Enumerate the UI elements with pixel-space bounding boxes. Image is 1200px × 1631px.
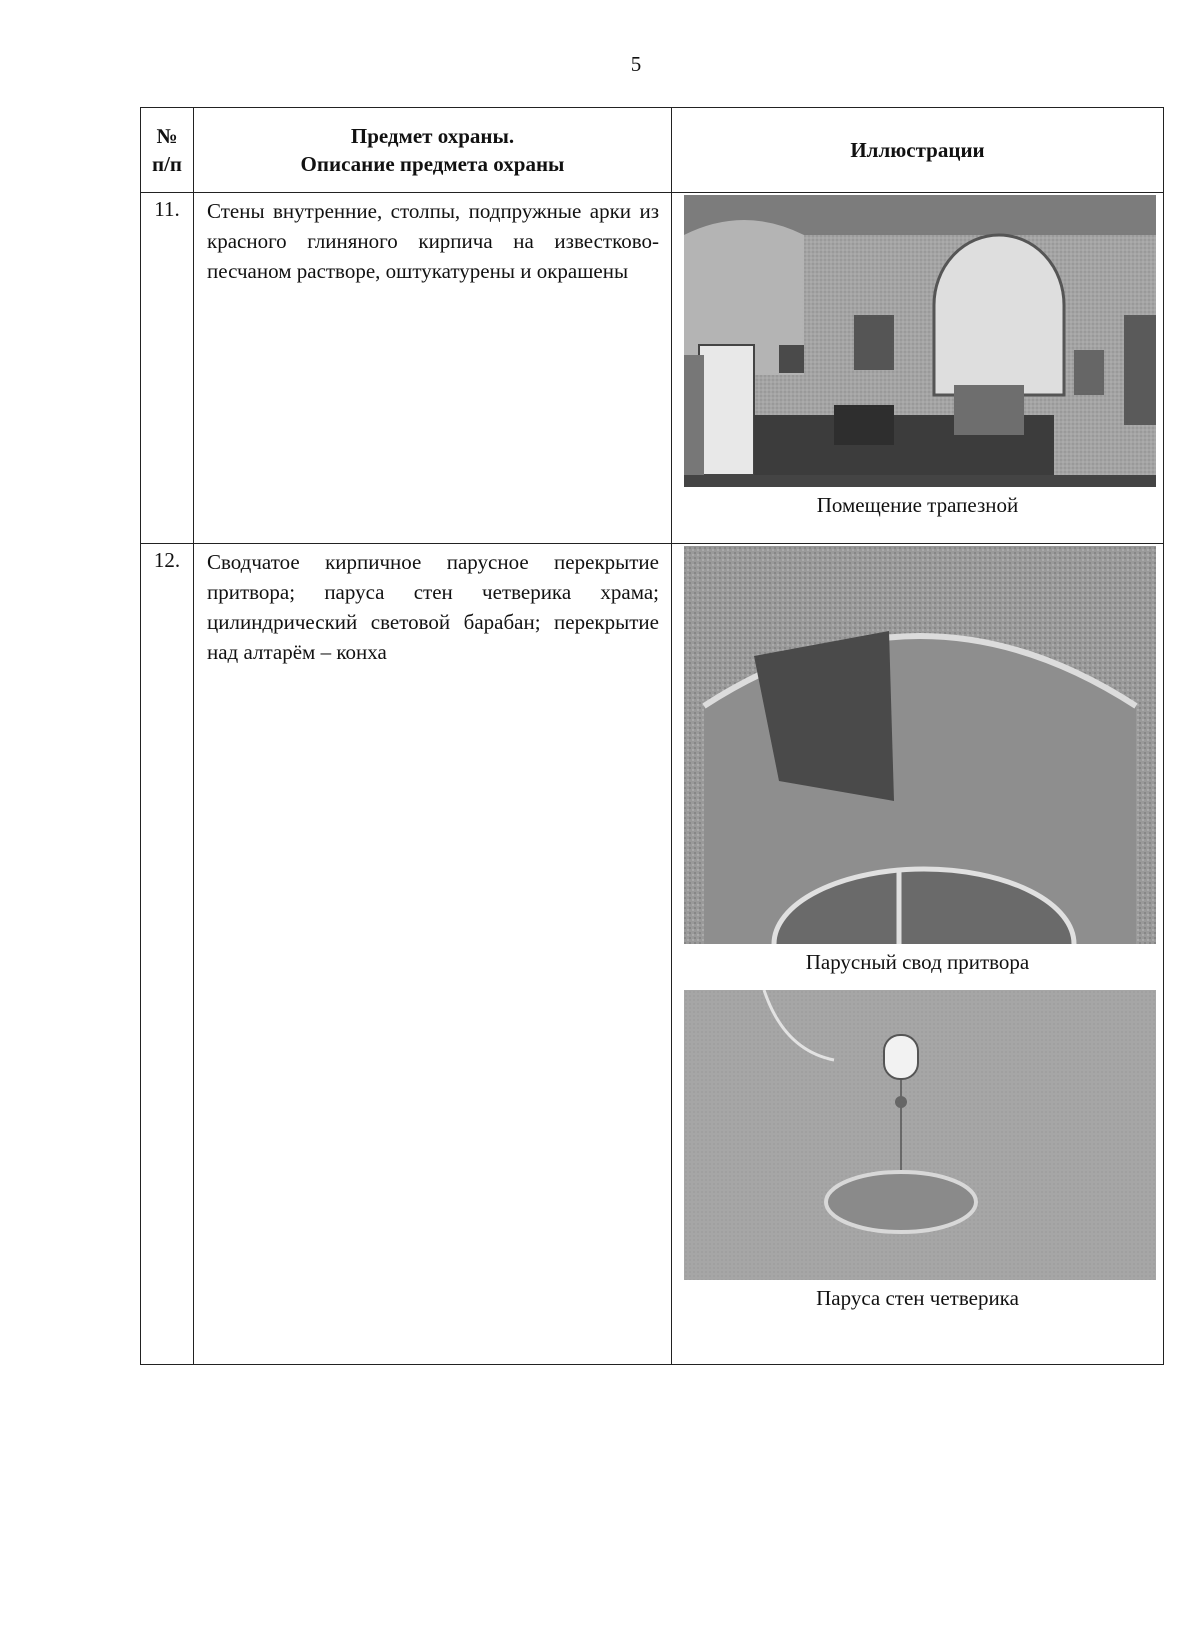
header-subject-line2: Описание предмета охраны bbox=[300, 152, 565, 176]
protection-table bbox=[140, 107, 1164, 1365]
row-description: Сводчатое кирпичное парусное перекрытие притвора; паруса стен четверика храма; цилиндрический световой барабан; перекрытие над алтарём – конха bbox=[194, 544, 672, 1365]
header-illustrations: Иллюстрации bbox=[672, 108, 1164, 193]
photo-caption: Парусный свод притвора bbox=[805, 950, 1030, 974]
row-number: 11. bbox=[141, 193, 194, 544]
row-number: 12. bbox=[141, 544, 194, 1365]
refectory-photo bbox=[684, 195, 1156, 487]
row-illustrations bbox=[672, 544, 1164, 1365]
quadrangle-sails-photo bbox=[684, 990, 1156, 1280]
photo-caption: Паруса стен четверика bbox=[816, 1286, 1019, 1310]
table-row bbox=[141, 193, 1164, 544]
header-number bbox=[141, 108, 194, 193]
photo-frame bbox=[672, 976, 1163, 1280]
header-subject bbox=[194, 108, 672, 193]
photo-frame bbox=[672, 544, 1163, 944]
header-number-label: № п/п bbox=[151, 124, 183, 176]
porch-vault-photo bbox=[684, 546, 1156, 944]
photo-caption: Помещение трапезной bbox=[816, 493, 1019, 517]
table-header-row bbox=[141, 108, 1164, 193]
row-description: Стены внутренние, столпы, подпружные арки из красного глиняного кирпича на известково-песчаном растворе, оштукатурены и окрашены bbox=[194, 193, 672, 544]
row-illustrations bbox=[672, 193, 1164, 544]
table-row bbox=[141, 544, 1164, 1365]
header-subject-line1: Предмет охраны. bbox=[350, 124, 515, 148]
photo-frame bbox=[672, 193, 1163, 487]
page-number: 5 bbox=[630, 52, 642, 76]
